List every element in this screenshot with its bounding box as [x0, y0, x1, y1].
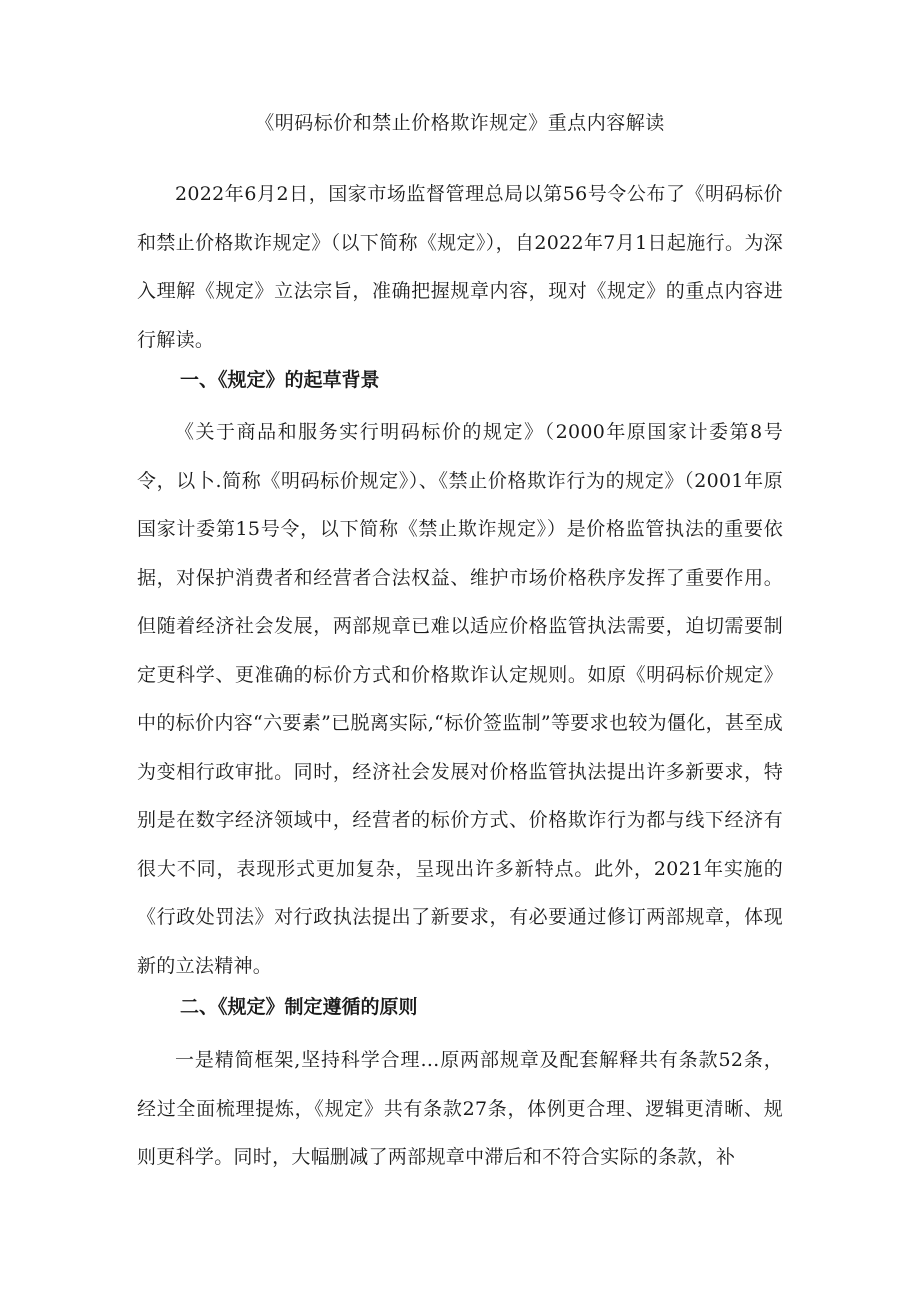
section-heading-background: 一、《规定》的起草背景 [180, 369, 380, 391]
document-title: 《明码标价和禁止价格欺诈规定》重点内容解读 [255, 112, 665, 134]
section-paragraph-background: 《关于商品和服务实行明码标价的规定》（2000年原国家计委第8号令，以卜.简称《明码标价规定》）、《禁止价格欺诈行为的规定》（2001年原国家计委第15号令，以下简称《禁止欺诈规定》）是价格监管执法的重要依据，对保护消费者和经营者合法权益、维护市场价格秩序发挥了重要作用。但随着经济社会发展，两部规章已难以适应价格监管执法需要，迫切需要制定更科学、更准确的标价方式和价格欺诈认定规则。如原《明码标价规定》中的标价内容“六要素”已脱离实际,“标价签监制”等要求也较为僵化，甚至成为变相行政审批。同时，经济社会发展对价格监管执法提出许多新要求，特别是在数字经济领域中，经营者的标价方式、价格欺诈行为都与线下经济有很大不同，表现形式更加复杂，呈现出许多新特点。此外，2021年实施的《行政处罚法》对行政执法提出了新要求，有必要通过修订两部规章，体现新的立法精神。 [137, 421, 783, 977]
intro-paragraph: 2022年6月2日，国家市场监督管理总局以第56号令公布了《明码标价和禁止价格欺诈规定》（以下简称《规定》），自2022年7月1日起施行。为深入理解《规定》立法宗旨，准确把握规章内容，现对《规定》的重点内容进行解读。 [137, 183, 783, 351]
section-heading-principles: 二、《规定》制定遵循的原则 [180, 996, 418, 1018]
section-paragraph-principles: 一是精简框架,坚持科学合理…原两部规章及配套解释共有条款52条，经过全面梳理提炼，《规定》共有条款27条，体例更合理、逻辑更清晰、规则更科学。同时，大幅删减了两部规章中滞后和不符合实际的条款，补 [137, 1049, 783, 1168]
